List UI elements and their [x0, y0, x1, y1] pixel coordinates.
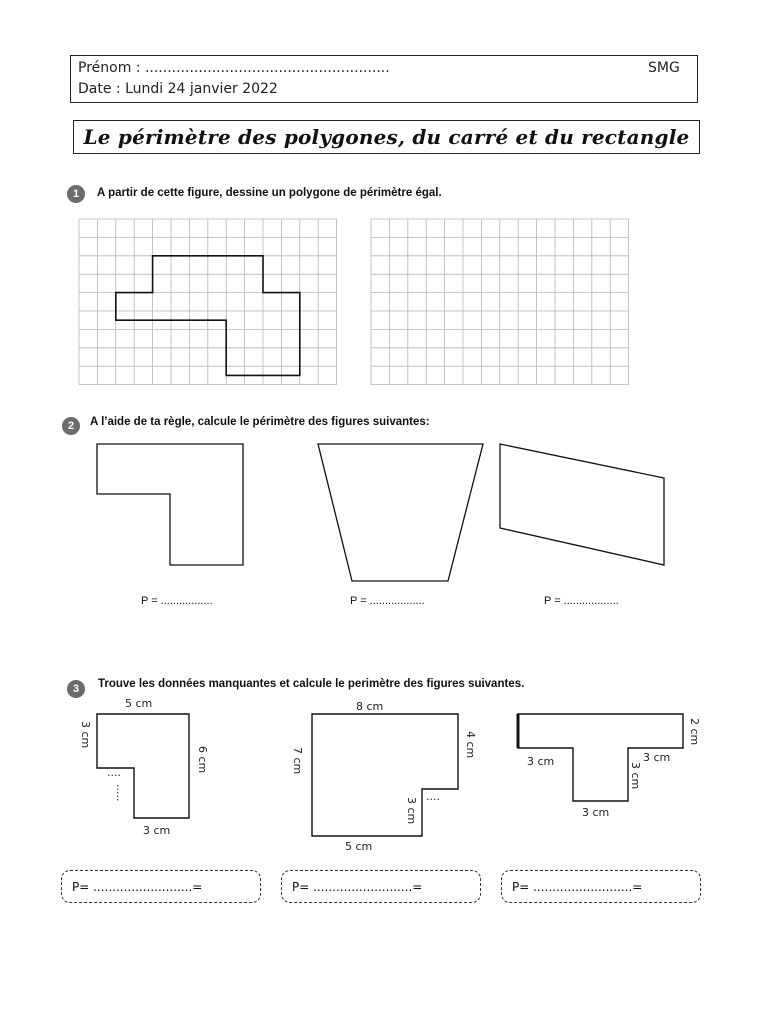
fig-a-top-label: 5 cm: [125, 697, 153, 710]
fig-c-left-arm-label: 3 cm: [527, 755, 555, 768]
answer-figure-2: P = ..................: [350, 595, 425, 607]
answer-box-a-text: P= ..........................=: [72, 879, 203, 894]
exercise-1-number: 1: [67, 185, 85, 203]
fig-b-missing: ....: [426, 790, 440, 803]
fig-c-stem-label: 3 cm: [629, 762, 642, 790]
date-field: Date : Lundi 24 janvier 2022: [78, 81, 278, 97]
exercise-2-instruction: A l’aide de ta règle, calcule le périmètre des figures suivantes:: [90, 416, 430, 428]
answer-box-b[interactable]: [281, 870, 481, 903]
figure-b-shape: [312, 714, 458, 836]
class-code: SMG: [648, 60, 680, 76]
answer-figure-1: P = .................: [141, 595, 213, 607]
answer-figure-3: P = ..................: [544, 595, 619, 607]
fig-c-right-label: 2 cm: [688, 718, 701, 746]
fig-c-bottom-label: 3 cm: [582, 806, 610, 819]
fig-b-top-label: 8 cm: [356, 700, 384, 713]
exercise-3-instruction: Trouve les données manquantes et calcule le perimètre des figures suivantes.: [98, 678, 525, 690]
fig-a-bottom-label: 3 cm: [143, 824, 171, 837]
fig-c-right-arm-label: 3 cm: [643, 751, 671, 764]
fig-a-missing-vertical: .....: [114, 784, 127, 802]
fig-b-right-label: 4 cm: [464, 731, 477, 759]
prenom-field: Prénom : .......................................................: [78, 60, 390, 76]
answer-box-a[interactable]: [61, 870, 261, 903]
fig-b-inner-label: 3 cm: [405, 797, 418, 825]
exercise-3-number: 3: [67, 680, 85, 698]
fig-b-bottom-label: 5 cm: [345, 840, 373, 853]
answer-box-c-text: P= ..........................=: [512, 879, 643, 894]
fig-a-left-label: 3 cm: [79, 721, 92, 749]
fig-a-missing-horizontal: ....: [107, 766, 121, 779]
answer-box-b-text: P= ..........................=: [292, 879, 423, 894]
exercise-1-instruction: A partir de cette figure, dessine un polygone de périmètre égal.: [97, 187, 442, 199]
fig-b-left-label: 7 cm: [291, 747, 304, 775]
answer-box-c[interactable]: [501, 870, 701, 903]
fig-a-right-label: 6 cm: [196, 746, 209, 774]
exercise-2-number: 2: [62, 417, 80, 435]
page-title: Le périmètre des polygones, du carré et du rectangle: [83, 125, 690, 149]
